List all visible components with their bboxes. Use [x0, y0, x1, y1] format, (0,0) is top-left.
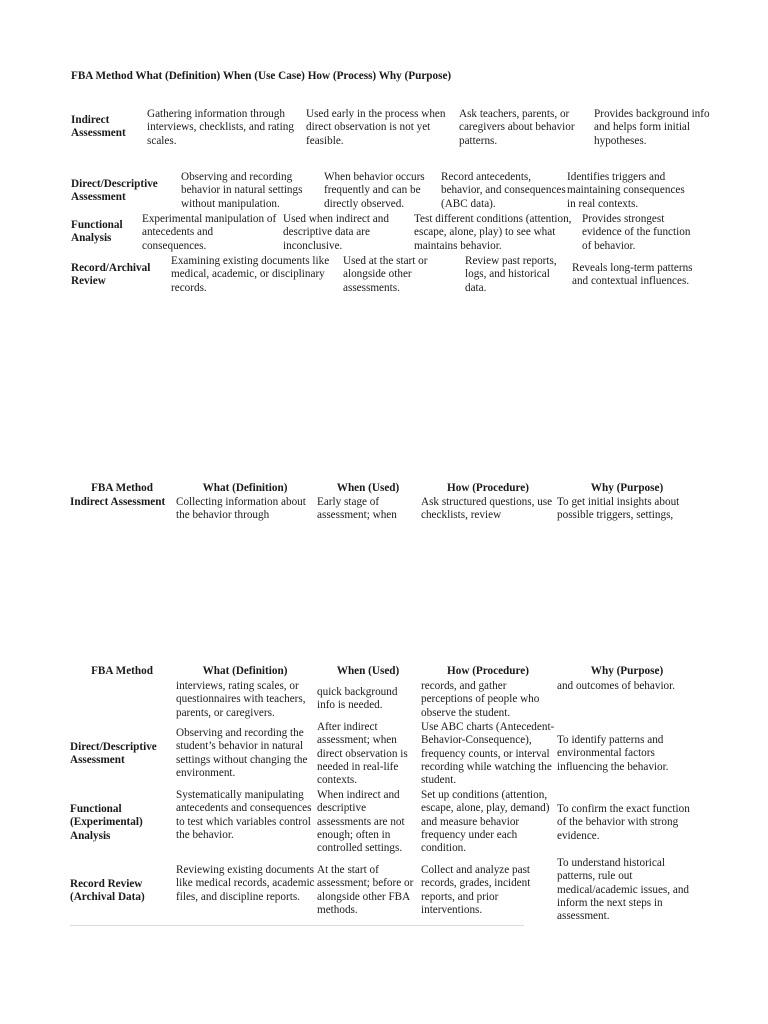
t2-how-record: Collect and analyze past records, grades, incident reports, and prior interventions. [421, 864, 531, 916]
t2-header-when: When (Used) [336, 482, 400, 494]
t1-when-record: Used at the start or alongside other assessments. [343, 255, 428, 294]
t2-header-why: Why (Purpose) [590, 482, 664, 494]
t1-when-functional: Used when indirect and descriptive data are inconclusive. [283, 213, 389, 252]
t2-why-record: To understand historical patterns, rule out medical/academic issues, and inform the next steps in assessment. [557, 857, 690, 923]
t1-method-record: Record/Archival Review [71, 262, 151, 288]
t2-how-direct: Use ABC charts (Antecedent-Behavior-Consequence), frequency counts, or interval recording while watching the student. [421, 721, 555, 787]
t1-how-indirect: Ask teachers, parents, or caregivers about behavior patterns. [459, 108, 575, 147]
t1-how-direct: Record antecedents, behavior, and consequences (ABC data). [441, 171, 566, 210]
t2-method-indirect: Indirect Assessment [70, 496, 166, 508]
t1-when-direct: When behavior occurs frequently and can be directly observed. [324, 171, 425, 210]
t1-why-direct: Identifies triggers and maintaining consequences in real contexts. [567, 171, 685, 210]
t2-cont-how: records, and gather perceptions of people who observe the student. [421, 680, 540, 719]
t1-how-functional: Test different conditions (attention, escape, alone, play) to see what maintains behavior. [414, 213, 572, 252]
t2c-header-how: How (Procedure) [447, 665, 529, 677]
t1-what-indirect: Gathering information through interviews, checklists, and rating scales. [147, 108, 294, 147]
t2c-header-method: FBA Method [91, 665, 153, 677]
t1-what-record: Examining existing documents like medical, academic, or disciplinary records. [171, 255, 330, 294]
t2-what-functional: Systematically manipulating antecedents and consequences to test which variables control the behavior. [176, 789, 312, 841]
t2-cont-when: quick background info is needed. [317, 686, 398, 712]
t1-why-record: Reveals long-term patterns and contextual influences. [572, 262, 693, 288]
t2-how-indirect: Ask structured questions, use checklists, review [421, 496, 553, 522]
t2-cont-why: and outcomes of behavior. [557, 680, 676, 692]
t2-method-functional: Functional (Experimental) Analysis [70, 803, 143, 842]
t2-what-indirect: Collecting information about the behavior through [176, 496, 306, 522]
t1-why-functional: Provides strongest evidence of the function of behavior. [582, 213, 691, 252]
t2-why-direct: To identify patterns and environmental factors influencing the behavior. [557, 734, 669, 773]
t2-when-functional: When indirect and descriptive assessments are not enough; often in controlled settings. [317, 789, 405, 855]
t1-how-record: Review past reports, logs, and historical data. [465, 255, 557, 294]
t2-when-indirect: Early stage of assessment; when [317, 496, 397, 522]
t2-header-method: FBA Method [91, 482, 153, 494]
t2c-header-when: When (Used) [336, 665, 400, 677]
t1-what-functional: Experimental manipulation of antecedents and consequences. [142, 213, 277, 252]
t1-method-direct: Direct/Descriptive Assessment [71, 178, 158, 204]
t2-header-what: What (Definition) [202, 482, 288, 494]
t2-what-direct: Observing and recording the student’s behavior in natural settings without changing the environment. [176, 727, 308, 779]
table-bottom-rule [70, 925, 524, 926]
t2-header-how: How (Procedure) [447, 482, 529, 494]
t1-method-indirect: Indirect Assessment [71, 114, 126, 140]
t2-cont-what: interviews, rating scales, or questionnaires with teachers, parents, or caregivers. [176, 680, 306, 719]
t2c-header-why: Why (Purpose) [590, 665, 664, 677]
t2-why-indirect: To get initial insights about possible triggers, settings, [557, 496, 680, 522]
t1-method-functional: Functional Analysis [71, 219, 123, 245]
t1-why-indirect: Provides background info and helps form initial hypotheses. [594, 108, 710, 147]
t2-when-record: At the start of assessment; before or alongside other FBA methods. [317, 864, 414, 916]
t2-what-record: Reviewing existing documents like medical records, academic files, and discipline reports. [176, 864, 315, 903]
t1-when-indirect: Used early in the process when direct observation is not yet feasible. [306, 108, 446, 147]
t2-how-functional: Set up conditions (attention, escape, alone, play, demand) and measure behavior frequency under each condition. [421, 789, 550, 855]
page-title: FBA Method What (Definition) When (Use Case) How (Process) Why (Purpose) [71, 70, 452, 82]
t2-when-direct: After indirect assessment; when direct observation is needed in real-life contexts. [317, 721, 408, 787]
t2-method-record: Record Review (Archival Data) [70, 878, 145, 904]
t2-why-functional: To confirm the exact function of the behavior with strong evidence. [557, 803, 690, 842]
t2c-header-what: What (Definition) [202, 665, 288, 677]
t2-method-direct: Direct/Descriptive Assessment [70, 741, 157, 767]
t1-what-direct: Observing and recording behavior in natural settings without manipulation. [181, 171, 303, 210]
